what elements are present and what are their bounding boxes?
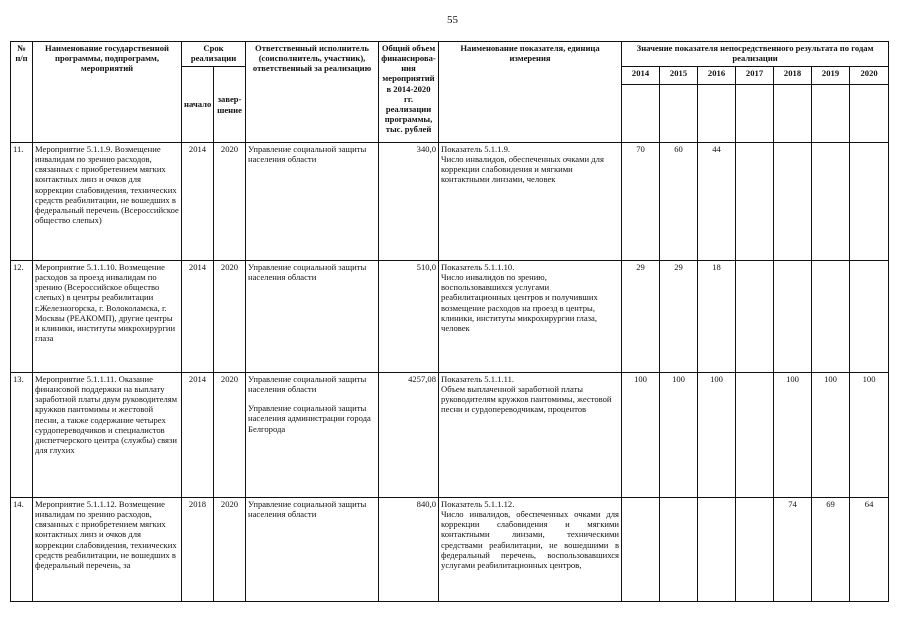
row-start: 2014 <box>182 373 214 498</box>
row-value: 29 <box>660 261 698 373</box>
table-row <box>11 261 889 373</box>
header-year: 2017 <box>736 67 774 85</box>
header-year: 2015 <box>660 67 698 85</box>
header-year: 2018 <box>774 67 812 85</box>
row-indicator <box>439 261 622 373</box>
row-value: 74 <box>774 498 812 602</box>
header-year: 2020 <box>850 67 889 85</box>
header-year: 2019 <box>812 67 850 85</box>
row-executor <box>246 498 379 602</box>
row-end: 2020 <box>214 143 246 261</box>
row-executor-text: Управление социальной защиты населения области <box>248 499 367 520</box>
header-executor: Ответственный исполнитель (соисполнитель, участник), ответственный за реализацию <box>246 42 379 143</box>
row-indicator-title: Показатель 5.1.1.9. <box>441 144 511 154</box>
row-indicator <box>439 143 622 261</box>
table-row <box>11 373 889 498</box>
header-program: Наименование государственной программы, подпрограмм, мероприятий <box>33 42 182 143</box>
row-program: Мероприятие 5.1.1.12. Возмещение инвалидам по зрению расходов, связанных с приобретением мягких контактных линз и очков для коррекции слабовидения, технических средств реабилитации, не вошедших в федеральный перечень, за <box>33 498 182 602</box>
row-value: 64 <box>850 498 889 602</box>
row-value <box>850 261 889 373</box>
row-indicator-text: Число инвалидов, обеспеченных очками для коррекции слабовидения и мягкими контактными линзами, техническими средствами реабилитации, не вошедшими в федеральный перечень, воспользовавшихся услугами реабилитационных центров, <box>441 509 620 570</box>
table-row <box>11 143 889 261</box>
row-value: 18 <box>698 261 736 373</box>
row-indicator-title: Показатель 5.1.1.11. <box>441 374 515 384</box>
row-value <box>774 261 812 373</box>
row-end: 2020 <box>214 261 246 373</box>
row-indicator <box>439 498 622 602</box>
row-executor <box>246 261 379 373</box>
row-value <box>698 498 736 602</box>
row-value <box>736 498 774 602</box>
row-value <box>812 261 850 373</box>
row-end: 2020 <box>214 373 246 498</box>
row-start: 2018 <box>182 498 214 602</box>
header-year: 2016 <box>698 67 736 85</box>
row-value: 100 <box>622 373 660 498</box>
program-table <box>10 41 889 602</box>
header-term-end: завер-шение <box>214 67 246 143</box>
header-year: 2014 <box>622 67 660 85</box>
row-value <box>812 143 850 261</box>
row-value <box>622 498 660 602</box>
row-program: Мероприятие 5.1.1.11. Оказание финансовой поддержки на выплату заработной платы двум руководителям кружков пантомимы и жестовой песни, а также содержание четырех сурдопереводчиков и специалистов диспетчерского центра (службы) связи для глухих <box>33 373 182 498</box>
row-num: 12. <box>11 261 33 373</box>
row-volume: 4257,08 <box>379 373 439 498</box>
row-executor <box>246 143 379 261</box>
row-program: Мероприятие 5.1.1.9. Возмещение инвалидам по зрению расходов, связанных с приобретением мягких контактных линз и очков для коррекции слабовидения, технических средств реабилитации, не вошедших в федеральный перечень (Всероссийское общество слепых) <box>33 143 182 261</box>
row-executor-text: Управление социальной защиты населения области <box>248 374 367 395</box>
row-value <box>736 143 774 261</box>
row-value <box>660 498 698 602</box>
row-indicator-title: Показатель 5.1.1.10. <box>441 262 515 272</box>
row-start: 2014 <box>182 261 214 373</box>
row-value <box>736 373 774 498</box>
header-indicator: Наименование показателя, единица измерения <box>439 42 622 143</box>
row-start: 2014 <box>182 143 214 261</box>
row-value: 69 <box>812 498 850 602</box>
header-num: № п/п <box>11 42 33 143</box>
row-value: 29 <box>622 261 660 373</box>
row-volume: 510,0 <box>379 261 439 373</box>
row-volume: 340,0 <box>379 143 439 261</box>
row-num: 13. <box>11 373 33 498</box>
row-value: 100 <box>660 373 698 498</box>
row-value <box>774 143 812 261</box>
row-num: 14. <box>11 498 33 602</box>
row-program: Мероприятие 5.1.1.10. Возмещение расходов за проезд инвалидам по зрению (Всероссийское общество слепых) в центры реабилитации г.Железногорска, г. Волоколамска, г. Москвы (РЕАКОМП), другие центры и клиники, институты микрохирургии глаза <box>33 261 182 373</box>
row-indicator-text: Число инвалидов, обеспеченных очками для коррекции слабовидения и мягкими контактными линзами, человек <box>441 154 604 185</box>
row-executor-text: Управление социальной защиты населения области <box>248 262 367 283</box>
row-value: 60 <box>660 143 698 261</box>
row-indicator-text: Объем выплаченной заработной платы руководителям кружков пантомимы, жестовой песни и сурдопереводчикам, процентов <box>441 384 612 415</box>
row-value: 100 <box>698 373 736 498</box>
row-volume: 840,0 <box>379 498 439 602</box>
row-value <box>736 261 774 373</box>
row-indicator <box>439 373 622 498</box>
row-value: 100 <box>850 373 889 498</box>
header-volume: Общий объем финансирова-ния мероприятий в 2014-2020 гг. реализации программы, тыс. рублей <box>379 42 439 143</box>
row-value: 100 <box>812 373 850 498</box>
header-values-title: Значение показателя непосредственного результата по годам реализации <box>622 42 889 67</box>
row-executor-text-2: Управление социальной защиты населения администрации города Белгорода <box>248 403 371 434</box>
row-value: 44 <box>698 143 736 261</box>
row-value: 70 <box>622 143 660 261</box>
row-value <box>850 143 889 261</box>
header-term-start: начало <box>182 67 214 143</box>
row-executor <box>246 373 379 498</box>
row-num: 11. <box>11 143 33 261</box>
row-value: 100 <box>774 373 812 498</box>
row-indicator-title: Показатель 5.1.1.12. <box>441 499 515 509</box>
row-end: 2020 <box>214 498 246 602</box>
table-row <box>11 498 889 602</box>
header-term: Срок реализации <box>182 42 246 67</box>
page-number: 55 <box>447 14 458 26</box>
row-indicator-text: Число инвалидов по зрению, воспользовавшихся услугами реабилитационных центров и получивших возмещение расходов на проезд в центры, клиники, институты микрохирургии глаза, человек <box>441 272 598 333</box>
row-executor-text: Управление социальной защиты населения области <box>248 144 367 165</box>
